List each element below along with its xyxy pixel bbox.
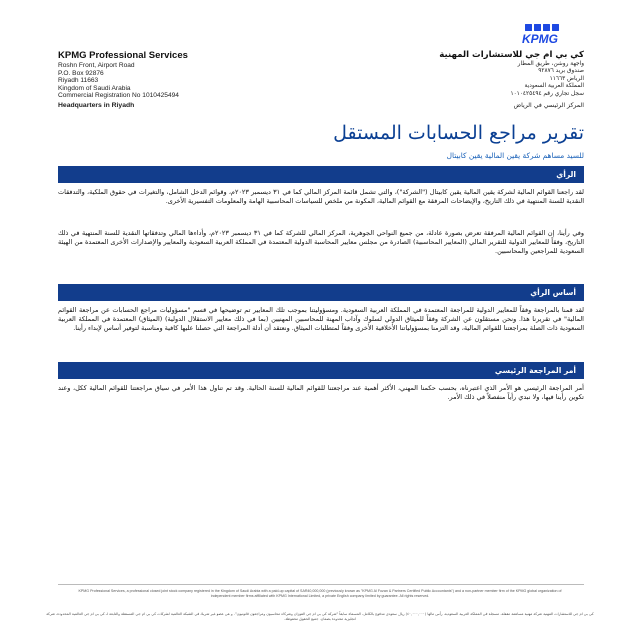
company-name-en: KPMG Professional Services (58, 50, 188, 61)
key-audit-matter-paragraph: أمر المراجعة الرئيسي هو الأمر الذي اعتبرناه، بحسب حكمنا المهني، الأكثر أهمية عند مراجعتنا للقوائم المالية للسنة الحالية. وقد تم تناول هذا الأمر في سياق مراجعتنا للقوائم المالية ككل، وعند تكوين رأينا فيها، ولا نبدي رأياً منفصلاً في ذلك الأمر. (58, 384, 584, 401)
opinion-paragraph: وفي رأينا، إن القوائم المالية المرفقة تعرض بصورة عادلة، من جميع النواحي الجوهرية، المركز المالي للشركة كما في ٣١ ديسمبر ٢٠٢٣م، وأداءها المالي وتدفقاتها النقدية للسنة المنتهية في ذلك التاريخ، وفقاً للمعايير الدولية للتقرير المالي (المعايير المحاسبية) الصادرة من مجلس معايير المحاسبة الدولية المعتمدة في المملكة العربية السعودية والمعايير والإصدارات الأخرى المعتمدة من الهيئة السعودية للمراجعين والمحاسبين. (58, 229, 584, 255)
footer-divider (58, 584, 584, 585)
address-line-en: Riyadh 11663 (58, 77, 99, 85)
opinion-paragraph: لقد راجعنا القوائم المالية لشركة يقين المالية يقين كابيتال ("الشركة")، والتي تشمل قائمة المركز المالي كما في ٣١ ديسمبر ٢٠٢٣م، وقوائم الدخل الشامل، والتغيرات في حقوق الملكية، والتدفقات النقدية للسنة المنتهية في ذلك التاريخ، والإيضاحات المرفقة مع القوائم المالية، المكونة من ملخص للسياسات المحاسبية الهامة والمعلومات التفسيرية الأخرى. (58, 188, 584, 205)
kpmg-logo (522, 24, 584, 46)
address-line-ar: صندوق بريد ٩٢٨٧٦ (538, 68, 584, 75)
english-letterhead (58, 50, 258, 100)
address-line-en: P.O. Box 92876 (58, 69, 104, 77)
address-line-ar: الرياض ١١٦٦٣ (549, 75, 584, 82)
footer-legal-en: KPMG Professional Services, a professional closed joint stock company registered in the Kingdom of Saudi Arabia with a paid-up capital of SAR40,000,000 (previously known as "KPMG Al Fozan & Partners Certified Public Accountants") and a non-partner member firm of the KPMG global organization of independent member firms affiliated with KPMG International Limited, a private English company limited by guarantee. All rights reserved. (78, 589, 562, 598)
basis-paragraph: لقد قمنا بالمراجعة وفقاً للمعايير الدولية للمراجعة المعتمدة في المملكة العربية السعودية. ومسؤوليتنا بموجب تلك المعايير تم توضيحها في قسم "مسؤوليات مراجع الحسابات عن مراجعة القوائم المالية" في تقريرنا هذا. ونحن مستقلون عن الشركة وفقاً للميثاق الدولي لسلوك وآداب المهنة للمحاسبين المهنيين (بما في ذلك معايير الاستقلال الدولية) (الميثاق) المعتمدة في المملكة العربية السعودية ذات الصلة بمراجعتنا للقوائم المالية، وقد التزمنا بمسؤولياتنا الأخلاقية الأخرى وفقاً لمتطلبات الميثاق. ونعتقد أن أدلة المراجعة التي حصلنا عليها كافية ومناسبة لتوفير أساس لإبداء رأينا. (58, 306, 584, 332)
address-line-ar: المملكة العربية السعودية (524, 83, 584, 90)
company-name-ar: كي بي ام جي للاستشارات المهنية (439, 50, 584, 60)
address-line-en: Commercial Registration No 1010425494 (58, 92, 179, 100)
arabic-letterhead (354, 50, 584, 98)
section-heading-key-audit-matter: أمر المراجعة الرئيسي (58, 362, 584, 379)
report-addressee: للسيد مساهم شركة يقين المالية يقين كابيتال (446, 151, 584, 160)
headquarters-en: Headquarters in Riyadh (58, 102, 135, 109)
headquarters-ar: المركز الرئيسي في الرياض (513, 102, 584, 109)
section-heading-basis: أساس الرأي (58, 284, 584, 301)
address-line-ar: واجهة روشن، طريق المطار (517, 61, 584, 67)
address-line-en: Kingdom of Saudi Arabia (58, 84, 131, 92)
address-line-ar: سجل تجاري رقم ١٠١٠٤٢٥٤٩٤ (510, 90, 584, 97)
logo-wordmark: KPMG (522, 32, 558, 46)
address-line-en: Roshn Front, Airport Road (58, 62, 135, 69)
footer-legal-ar: كي بي ام جي للاستشارات المهنية شركة مهنية مساهمة مقفلة، مسجلة في المملكة العربية السعودية، رأس مالها (٤٠,٠٠٠,٠٠٠) ريال سعودي مدفوع بالكامل، المسماة سابقاً "شركة كي بي ام جي الفوزان وشركاه محاسبون ومراجعون قانونيون". و هي عضو غير شريك في الشبكة العالمية لشركات كي بي ام جي المستقلة والتابعة لـ كي بي ام جي العالمية المحدودة، شركة انجليزية محدودة بضمان. جميع الحقوق محفوظة. (46, 612, 594, 621)
section-heading-opinion: الرأي (58, 166, 584, 183)
report-title: تقرير مراجع الحسابات المستقل (333, 122, 584, 144)
